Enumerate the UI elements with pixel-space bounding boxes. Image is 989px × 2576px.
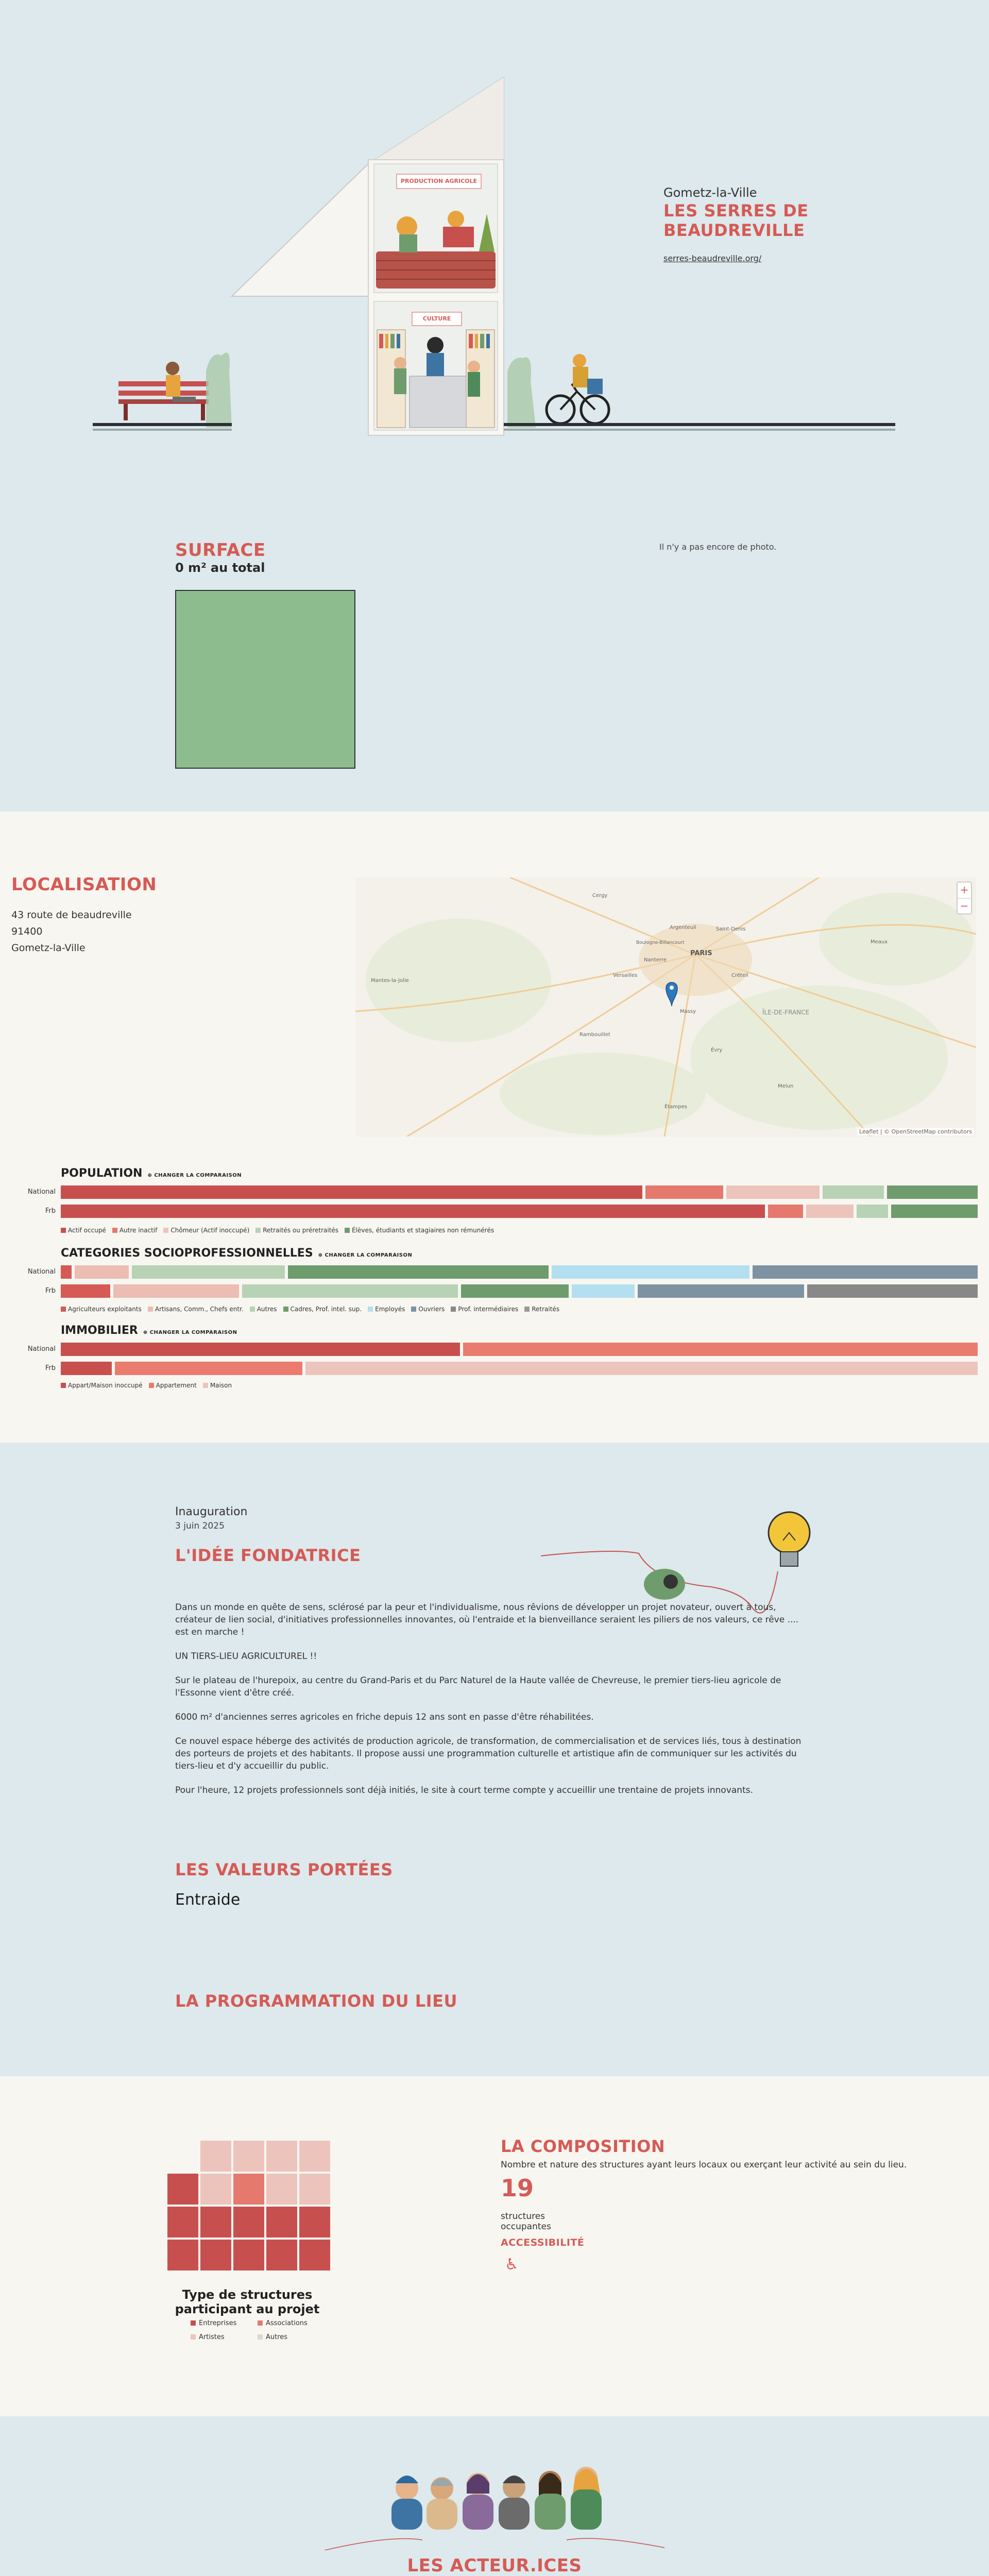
legend-swatch <box>524 1307 530 1312</box>
hero-illustration <box>0 0 989 495</box>
type-chart-title: Type de structures participant au projet <box>175 2287 320 2316</box>
csp-row-frb <box>0 1284 978 1298</box>
count-label-line: occupantes <box>501 2222 551 2232</box>
legend-swatch <box>61 1228 66 1233</box>
map-label-evry: Évry <box>711 1047 723 1053</box>
ground-shadow-right <box>504 429 895 431</box>
idee-paragraph: Pour l'heure, 12 projets professionnels sont déjà initiés, le site à court terme compte y accueillir une trentaine de projets innovants. <box>175 1785 754 1795</box>
zoom-out-button[interactable]: − <box>958 898 971 913</box>
legend-item <box>451 1306 518 1313</box>
idee-title: L'IDÉE FONDATRICE <box>175 1546 361 1565</box>
legend-item <box>163 1227 249 1234</box>
bar-segment[interactable] <box>887 1185 978 1199</box>
immobilier-bar-national <box>61 1343 978 1356</box>
bar-segment[interactable] <box>807 1284 978 1298</box>
bar-segment[interactable] <box>552 1265 749 1279</box>
composition-description: Nombre et nature des structures ayant leurs locaux ou exerçant leur activité au sein du lieu. <box>501 2160 907 2170</box>
row-label: National <box>27 1268 56 1276</box>
legend-item <box>368 1306 405 1313</box>
structure-type-grid <box>167 2141 331 2270</box>
csp-bar-frb <box>61 1284 978 1298</box>
legend-swatch <box>112 1228 117 1233</box>
legend-swatch <box>61 1383 66 1388</box>
map-label-massy: Massy <box>680 1009 696 1014</box>
bar-segment[interactable] <box>115 1362 302 1375</box>
map-label-saint-denis: Saint-Denis <box>716 926 746 932</box>
idee-paragraph: Dans un monde en quête de sens, sclérosé par la peur et l'individualisme, nous rêvions de développer un projet novateur, ouvert à tous, créateur de lien social, d'initiatives professionnelles innovantes, où l'entraide et la bienveillance seraient les piliers de nos valeurs, ce rêve .... est en marche ! <box>175 1602 799 1637</box>
type-legend-item <box>191 2319 258 2327</box>
map-label-etampes: Étampes <box>664 1104 687 1110</box>
ground-left <box>93 423 232 426</box>
map-label-meaux: Meaux <box>871 939 888 945</box>
grid-cell <box>266 2240 297 2270</box>
legend-item <box>148 1306 244 1313</box>
map-label-idf: ÎLE-DE-FRANCE <box>762 1009 810 1016</box>
csp-change-button[interactable]: ⊕ CHANGER LA COMPARAISON <box>318 1252 413 1258</box>
legend-label: Maison <box>210 1382 232 1389</box>
population-row-frb <box>0 1205 978 1218</box>
structures-count-label <box>501 2211 551 2232</box>
immobilier-block <box>27 1324 978 1389</box>
acteurs-section <box>0 2416 989 2576</box>
bar-segment[interactable] <box>132 1265 285 1279</box>
structures-count: 19 <box>501 2174 534 2202</box>
legend-swatch <box>191 2320 196 2326</box>
row-label: Frb <box>45 1287 56 1295</box>
page-title: LES SERRES DE BEAUDREVILLE <box>663 201 809 240</box>
grid-cell <box>233 2207 264 2238</box>
legend-item <box>61 1306 142 1313</box>
population-block <box>27 1167 978 1234</box>
bar-segment[interactable] <box>61 1185 642 1199</box>
ground-right <box>504 423 895 426</box>
legend-label: Retraités <box>532 1306 560 1313</box>
type-legend-item <box>258 2333 325 2341</box>
grid-cell <box>266 2174 297 2205</box>
grid-cell <box>233 2240 264 2270</box>
legend-item <box>250 1306 277 1313</box>
legend-item <box>345 1227 494 1234</box>
map-label-argenteuil: Argenteuil <box>670 925 696 930</box>
legend-label: Prof. intermédiaires <box>458 1306 519 1313</box>
grid-cell <box>200 2141 231 2172</box>
grid-cell <box>299 2207 330 2238</box>
population-bar-frb <box>61 1205 978 1218</box>
address-street: 43 route de beaudreville <box>11 909 132 921</box>
immobilier-row-national <box>0 1343 978 1356</box>
type-legend-item <box>191 2333 258 2341</box>
map-label-melun: Melun <box>778 1083 794 1089</box>
map-label-versailles: Versailles <box>613 973 638 978</box>
csp-bar-national <box>61 1265 978 1279</box>
legend-label: Appartement <box>156 1382 197 1389</box>
legend-swatch <box>368 1307 373 1312</box>
bar-segment[interactable] <box>61 1284 110 1298</box>
grid-cell <box>299 2174 330 2205</box>
immobilier-change-button[interactable]: ⊕ CHANGER LA COMPARAISON <box>143 1330 237 1335</box>
row-label: National <box>27 1345 56 1353</box>
zoom-in-button[interactable]: + <box>960 884 969 896</box>
immobilier-row-frb <box>0 1362 978 1375</box>
grid-cell <box>167 2207 198 2238</box>
legend-swatch <box>258 2334 263 2340</box>
bar-segment[interactable] <box>891 1205 978 1218</box>
sign-production: PRODUCTION AGRICOLE <box>400 178 478 184</box>
legend-swatch <box>283 1307 288 1312</box>
legend-swatch <box>148 1307 153 1312</box>
bar-segment[interactable] <box>823 1185 884 1199</box>
type-legend <box>191 2319 325 2341</box>
surface-total: 0 m² au total <box>175 561 265 575</box>
bar-segment[interactable] <box>572 1284 635 1298</box>
map-label-nanterre: Nanterre <box>644 957 667 963</box>
row-label: National <box>27 1188 56 1196</box>
legend-label: Cadres, Prof. intel. sup. <box>290 1306 362 1313</box>
legend-label: Entreprises <box>199 2319 237 2327</box>
legend-label: Retraités ou préretraités <box>263 1227 339 1234</box>
legend-item <box>61 1227 106 1234</box>
population-bar-national <box>61 1185 978 1199</box>
legend-swatch <box>411 1307 416 1312</box>
legend-label: Autres <box>266 2333 288 2341</box>
bar-segment[interactable] <box>753 1265 978 1279</box>
type-legend-item <box>258 2319 325 2327</box>
legend-label: Artistes <box>199 2333 225 2341</box>
bar-segment[interactable] <box>61 1362 112 1375</box>
legend-label: Agriculteurs exploitants <box>68 1306 142 1313</box>
map[interactable] <box>355 877 976 1137</box>
accessibility-title: ACCESSIBILITÉ <box>501 2237 585 2248</box>
bar-segment[interactable] <box>242 1284 458 1298</box>
idee-paragraph: Ce nouvel espace héberge des activités de production agricole, de transformation, de commercialisation et de services liés, tous à destination des porteurs de projets et des habitants. Il propose aussi une programmation culturelle et artistique afin de communiquer sur les activités du tiers-lieu et d'y accueillir du public. <box>175 1736 802 1771</box>
map-label-cergy: Cergy <box>592 893 608 899</box>
address-city: Gometz-la-Ville <box>11 942 86 954</box>
legend-label: Ouvriers <box>418 1306 445 1313</box>
legend-label: Associations <box>266 2319 308 2327</box>
bar-segment[interactable] <box>857 1205 888 1218</box>
website-link[interactable]: serres-beaudreville.org/ <box>663 253 762 263</box>
legend-swatch <box>203 1383 208 1388</box>
legend-swatch <box>451 1307 456 1312</box>
localisation-title: LOCALISATION <box>11 874 157 895</box>
hero-section <box>0 0 989 575</box>
legend-swatch <box>258 2320 263 2326</box>
idee-text <box>175 1601 814 1808</box>
legend-item <box>61 1382 143 1389</box>
legend-swatch <box>149 1383 154 1388</box>
grid-cell <box>200 2240 231 2270</box>
grid-cell <box>299 2141 330 2172</box>
grid-cell <box>233 2174 264 2205</box>
acteurs-title: LES ACTEUR.ICES <box>407 2555 582 2576</box>
bar-segment[interactable] <box>113 1284 239 1298</box>
csp-block <box>27 1247 978 1313</box>
legend-swatch <box>255 1228 261 1233</box>
valeur-item: Entraide <box>175 1891 241 1909</box>
immobilier-heading <box>61 1324 978 1337</box>
legend-label: Artisans, Comm., Chefs entr. <box>155 1306 244 1313</box>
map-label-rambouillet: Rambouillet <box>579 1032 610 1038</box>
map-label-paris: PARIS <box>690 950 712 957</box>
map-attribution[interactable]: Leaflet | © OpenStreetMap contributors <box>857 1128 974 1136</box>
grid-cell <box>266 2141 297 2172</box>
legend-swatch <box>250 1307 255 1312</box>
legend-label: Autres <box>257 1306 277 1313</box>
legend-swatch <box>345 1228 350 1233</box>
localisation-section <box>0 811 989 1443</box>
people-illustration <box>0 2416 989 2550</box>
legend-item <box>255 1227 338 1234</box>
idee-paragraph: 6000 m² d'anciennes serres agricoles en friche depuis 12 ans sont en passe d'être réhabilitées. <box>175 1712 594 1722</box>
bar-segment[interactable] <box>461 1284 569 1298</box>
legend-swatch <box>163 1228 168 1233</box>
population-legend <box>61 1227 494 1234</box>
grid-cell <box>266 2207 297 2238</box>
idee-paragraph: UN TIERS-LIEU AGRICULTUREL !! <box>175 1651 317 1662</box>
surface-map-box <box>175 590 355 769</box>
inauguration-label: Inauguration <box>175 1505 248 1518</box>
idee-paragraph: Sur le plateau de l'hurepoix, au centre du Grand-Paris et du Parc Naturel de la Haute vallée de Chevreuse, le premier tiers-lieu agricole de l'Essonne vient d'être créé. <box>175 1675 781 1698</box>
csp-title: CATEGORIES SOCIOPROFESSIONNELLES <box>61 1247 313 1260</box>
legend-label: Élèves, étudiants et stagiaires non rémunérés <box>352 1227 494 1234</box>
bar-segment[interactable] <box>61 1265 72 1279</box>
legend-item <box>524 1306 559 1313</box>
legend-label: Actif occupé <box>68 1227 106 1234</box>
legend-swatch <box>61 1307 66 1312</box>
bar-segment[interactable] <box>305 1362 978 1375</box>
grid-cell <box>167 2240 198 2270</box>
legend-label: Autre inactif <box>119 1227 158 1234</box>
composition-title: LA COMPOSITION <box>501 2137 666 2156</box>
map-label-mantes: Mantes-la-Jolie <box>371 978 409 984</box>
bar-segment[interactable] <box>75 1265 129 1279</box>
inauguration-date: 3 juin 2025 <box>175 1521 225 1531</box>
bar-segment[interactable] <box>768 1205 803 1218</box>
legend-label: Employés <box>375 1306 405 1313</box>
bar-segment[interactable] <box>61 1205 765 1218</box>
immobilier-legend <box>61 1382 232 1389</box>
legend-item <box>149 1382 197 1389</box>
legend-item <box>411 1306 445 1313</box>
row-label: Frb <box>45 1364 56 1372</box>
programmation-title: LA PROGRAMMATION DU LIEU <box>175 1991 457 2011</box>
bar-segment[interactable] <box>645 1185 723 1199</box>
csp-heading <box>61 1247 978 1260</box>
grid-cell <box>299 2240 330 2270</box>
immobilier-title: IMMOBILIER <box>61 1324 138 1337</box>
surface-title: SURFACE <box>175 540 266 561</box>
bar-segment[interactable] <box>463 1343 978 1356</box>
composition-section <box>0 2076 989 2416</box>
no-photo-text: Il n'y a pas encore de photo. <box>659 542 777 552</box>
wheelchair-icon: ♿ <box>505 2256 519 2274</box>
legend-swatch <box>191 2334 196 2340</box>
csp-row-national <box>0 1265 978 1279</box>
legend-item <box>283 1306 362 1313</box>
ground-shadow-left <box>93 429 232 431</box>
grid-cell <box>200 2174 231 2205</box>
population-row-national <box>0 1185 978 1199</box>
map-roads <box>355 877 976 1137</box>
idee-section <box>0 1443 989 2076</box>
sign-culture: CULTURE <box>422 315 451 322</box>
bar-segment[interactable] <box>726 1185 820 1199</box>
count-label-line: structures <box>501 2211 545 2222</box>
legend-label: Appart/Maison inoccupé <box>68 1382 143 1389</box>
csp-legend <box>61 1306 559 1313</box>
map-zoom-control <box>957 882 972 914</box>
grid-cell <box>167 2174 198 2205</box>
valeurs-title: LES VALEURS PORTÉES <box>175 1860 393 1879</box>
immobilier-bar-frb <box>61 1362 978 1375</box>
map-label-boulogne: Boulogne-Billancourt <box>636 940 685 945</box>
row-label: Frb <box>45 1207 56 1215</box>
bar-segment[interactable] <box>638 1284 804 1298</box>
bar-segment[interactable] <box>288 1265 549 1279</box>
legend-item <box>203 1382 232 1389</box>
legend-label: Chômeur (Actif inoccupé) <box>170 1227 250 1234</box>
hero-city: Gometz-la-Ville <box>663 185 757 200</box>
population-heading <box>61 1167 978 1180</box>
population-title: POPULATION <box>61 1167 143 1180</box>
bar-segment[interactable] <box>806 1205 853 1218</box>
legend-item <box>112 1227 158 1234</box>
grid-cell <box>167 2141 198 2172</box>
address-postcode: 91400 <box>11 926 43 937</box>
grid-cell <box>233 2141 264 2172</box>
grid-cell <box>200 2207 231 2238</box>
map-label-creteil: Créteil <box>731 973 748 978</box>
bar-segment[interactable] <box>61 1343 460 1356</box>
population-change-button[interactable]: ⊕ CHANGER LA COMPARAISON <box>147 1173 242 1178</box>
address <box>11 907 132 956</box>
